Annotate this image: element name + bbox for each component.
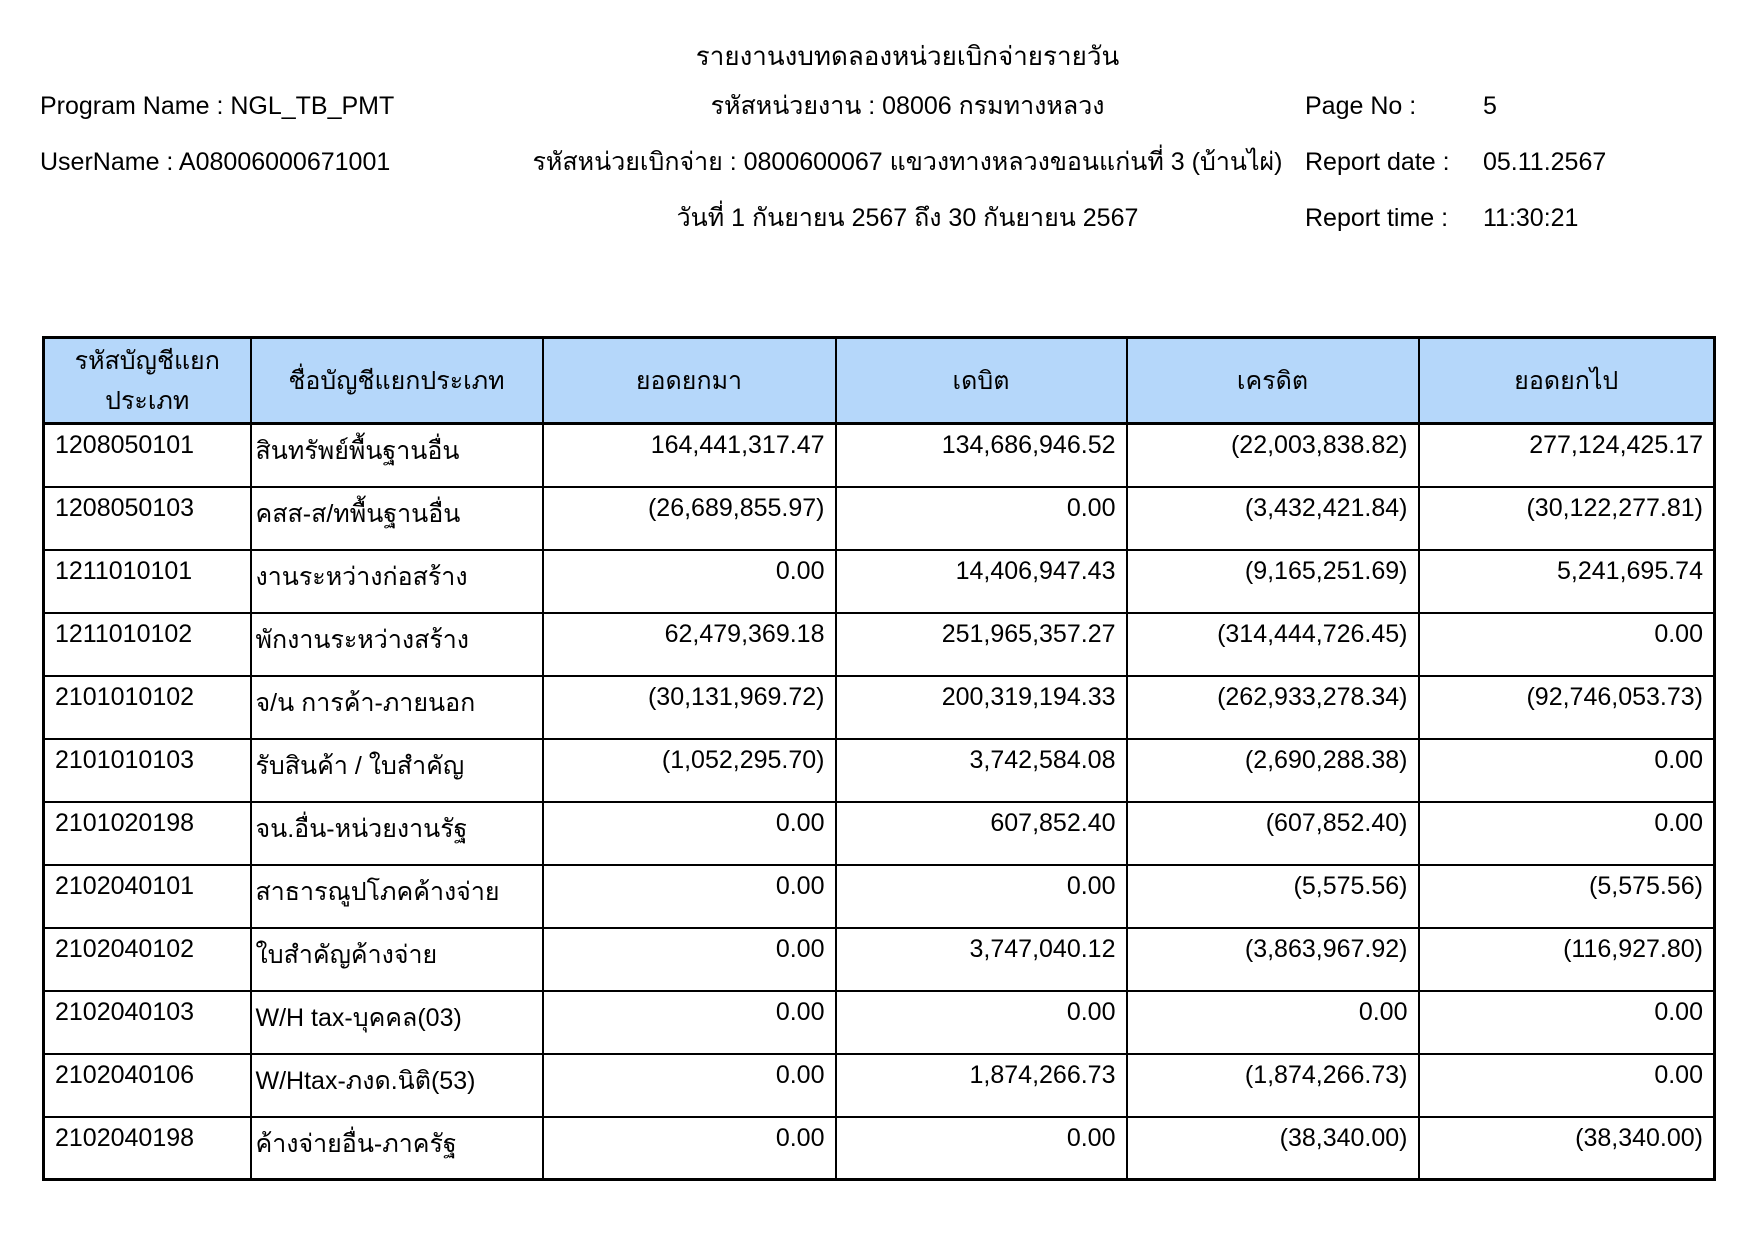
debit-cell: 14,406,947.43 bbox=[836, 550, 1127, 613]
report-title-row bbox=[0, 36, 1755, 86]
ending-balance-cell: 0.00 bbox=[1419, 613, 1715, 676]
account-name-cell: จน.อื่น-หน่วยงานรัฐ bbox=[251, 802, 543, 865]
account-code-cell: 1208050103 bbox=[44, 487, 251, 550]
table-header-row bbox=[44, 338, 1715, 424]
column-header: ยอดยกมา bbox=[543, 338, 836, 424]
credit-cell: (2,690,288.38) bbox=[1127, 739, 1419, 802]
date-range-line: วันที่ 1 กันยายน 2567 ถึง 30 กันยายน 2567 bbox=[676, 204, 1139, 232]
account-name-cell: รับสินค้า / ใบสำคัญ bbox=[251, 739, 543, 802]
ending-balance-cell: 0.00 bbox=[1419, 802, 1715, 865]
report-title: รายงานงบทดลองหน่วยเบิกจ่ายรายวัน bbox=[695, 41, 1120, 71]
header-line-1 bbox=[0, 86, 1755, 142]
account-name-cell: งานระหว่างก่อสร้าง bbox=[251, 550, 543, 613]
header-line-2 bbox=[0, 142, 1755, 198]
debit-cell: 607,852.40 bbox=[836, 802, 1127, 865]
ending-balance-cell: (116,927.80) bbox=[1419, 928, 1715, 991]
beginning-balance-cell: 0.00 bbox=[543, 1117, 836, 1180]
debit-cell: 1,874,266.73 bbox=[836, 1054, 1127, 1117]
account-name-cell: W/H tax-บุคคล(03) bbox=[251, 991, 543, 1054]
ending-balance-cell: 277,124,425.17 bbox=[1419, 424, 1715, 487]
account-code-cell: 2102040106 bbox=[44, 1054, 251, 1117]
table-row bbox=[44, 802, 1715, 865]
report-time-value: 11:30:21 bbox=[1483, 204, 1579, 232]
debit-cell: 0.00 bbox=[836, 991, 1127, 1054]
column-header: รหัสบัญชีแยกประเภท bbox=[44, 338, 251, 424]
credit-cell: 0.00 bbox=[1127, 991, 1419, 1054]
column-header: ชื่อบัญชีแยกประเภท bbox=[251, 338, 543, 424]
debit-cell: 0.00 bbox=[836, 487, 1127, 550]
account-code-cell: 1208050101 bbox=[44, 424, 251, 487]
account-code-cell: 2102040101 bbox=[44, 865, 251, 928]
beginning-balance-cell: (1,052,295.70) bbox=[543, 739, 836, 802]
table-body bbox=[44, 424, 1715, 1180]
credit-cell: (38,340.00) bbox=[1127, 1117, 1419, 1180]
account-code-cell: 2102040102 bbox=[44, 928, 251, 991]
beginning-balance-cell: 0.00 bbox=[543, 550, 836, 613]
trial-balance-table bbox=[42, 336, 1716, 1181]
report-time-label: Report time : bbox=[1305, 204, 1449, 232]
account-code-cell: 1211010101 bbox=[44, 550, 251, 613]
table-row bbox=[44, 739, 1715, 802]
ending-balance-cell: (5,575.56) bbox=[1419, 865, 1715, 928]
debit-cell: 0.00 bbox=[836, 1117, 1127, 1180]
ending-balance-cell: 5,241,695.74 bbox=[1419, 550, 1715, 613]
column-header: เดบิต bbox=[836, 338, 1127, 424]
table-row bbox=[44, 1054, 1715, 1117]
credit-cell: (3,863,967.92) bbox=[1127, 928, 1419, 991]
beginning-balance-cell: 0.00 bbox=[543, 1054, 836, 1117]
account-code-cell: 2102040103 bbox=[44, 991, 251, 1054]
beginning-balance-cell: 164,441,317.47 bbox=[543, 424, 836, 487]
account-name-cell: W/Htax-ภงด.นิติ(53) bbox=[251, 1054, 543, 1117]
ending-balance-cell: 0.00 bbox=[1419, 1054, 1715, 1117]
account-name-cell: สาธารณูปโภคค้างจ่าย bbox=[251, 865, 543, 928]
report-date-label: Report date : bbox=[1305, 148, 1450, 176]
disbursement-unit-line: รหัสหน่วยเบิกจ่าย : 0800600067 แขวงทางหลวงขอนแก่นที่ 3 (บ้านไผ่) bbox=[532, 148, 1283, 176]
account-name-cell: ค้างจ่ายอื่น-ภาครัฐ bbox=[251, 1117, 543, 1180]
beginning-balance-cell: 0.00 bbox=[543, 991, 836, 1054]
debit-cell: 200,319,194.33 bbox=[836, 676, 1127, 739]
beginning-balance-cell: (30,131,969.72) bbox=[543, 676, 836, 739]
header-line-3 bbox=[0, 198, 1755, 254]
account-name-cell: จ/น การค้า-ภายนอก bbox=[251, 676, 543, 739]
account-name-cell: คสส-ส/ทพื้นฐานอื่น bbox=[251, 487, 543, 550]
debit-cell: 134,686,946.52 bbox=[836, 424, 1127, 487]
page-no-label: Page No : bbox=[1305, 92, 1417, 120]
ending-balance-cell: (92,746,053.73) bbox=[1419, 676, 1715, 739]
beginning-balance-cell: 0.00 bbox=[543, 865, 836, 928]
account-code-cell: 2102040198 bbox=[44, 1117, 251, 1180]
debit-cell: 251,965,357.27 bbox=[836, 613, 1127, 676]
table-row bbox=[44, 865, 1715, 928]
account-code-cell: 2101020198 bbox=[44, 802, 251, 865]
page-no-value: 5 bbox=[1483, 92, 1497, 120]
account-name-cell: พักงานระหว่างสร้าง bbox=[251, 613, 543, 676]
beginning-balance-cell: 0.00 bbox=[543, 802, 836, 865]
beginning-balance-cell: 0.00 bbox=[543, 928, 836, 991]
table-row bbox=[44, 487, 1715, 550]
account-name-cell: ใบสำคัญค้างจ่าย bbox=[251, 928, 543, 991]
credit-cell: (22,003,838.82) bbox=[1127, 424, 1419, 487]
account-code-cell: 2101010102 bbox=[44, 676, 251, 739]
beginning-balance-cell: 62,479,369.18 bbox=[543, 613, 836, 676]
credit-cell: (314,444,726.45) bbox=[1127, 613, 1419, 676]
table-row bbox=[44, 991, 1715, 1054]
debit-cell: 0.00 bbox=[836, 865, 1127, 928]
table-row bbox=[44, 676, 1715, 739]
debit-cell: 3,742,584.08 bbox=[836, 739, 1127, 802]
table-row bbox=[44, 613, 1715, 676]
column-header: เครดิต bbox=[1127, 338, 1419, 424]
report-date-value: 05.11.2567 bbox=[1483, 148, 1607, 176]
table-row bbox=[44, 1117, 1715, 1180]
ending-balance-cell: (38,340.00) bbox=[1419, 1117, 1715, 1180]
account-name-cell: สินทรัพย์พื้นฐานอื่น bbox=[251, 424, 543, 487]
beginning-balance-cell: (26,689,855.97) bbox=[543, 487, 836, 550]
ending-balance-cell: 0.00 bbox=[1419, 991, 1715, 1054]
column-header: ยอดยกไป bbox=[1419, 338, 1715, 424]
table-row bbox=[44, 928, 1715, 991]
agency-code-line: รหัสหน่วยงาน : 08006 กรมทางหลวง bbox=[710, 92, 1105, 120]
ending-balance-cell: 0.00 bbox=[1419, 739, 1715, 802]
account-code-cell: 2101010103 bbox=[44, 739, 251, 802]
table-row bbox=[44, 550, 1715, 613]
credit-cell: (607,852.40) bbox=[1127, 802, 1419, 865]
table-row bbox=[44, 424, 1715, 487]
credit-cell: (5,575.56) bbox=[1127, 865, 1419, 928]
program-name: Program Name : NGL_TB_PMT bbox=[40, 92, 395, 120]
user-name: UserName : A08006000671001 bbox=[40, 148, 391, 176]
credit-cell: (3,432,421.84) bbox=[1127, 487, 1419, 550]
credit-cell: (262,933,278.34) bbox=[1127, 676, 1419, 739]
ending-balance-cell: (30,122,277.81) bbox=[1419, 487, 1715, 550]
account-code-cell: 1211010102 bbox=[44, 613, 251, 676]
credit-cell: (9,165,251.69) bbox=[1127, 550, 1419, 613]
credit-cell: (1,874,266.73) bbox=[1127, 1054, 1419, 1117]
debit-cell: 3,747,040.12 bbox=[836, 928, 1127, 991]
